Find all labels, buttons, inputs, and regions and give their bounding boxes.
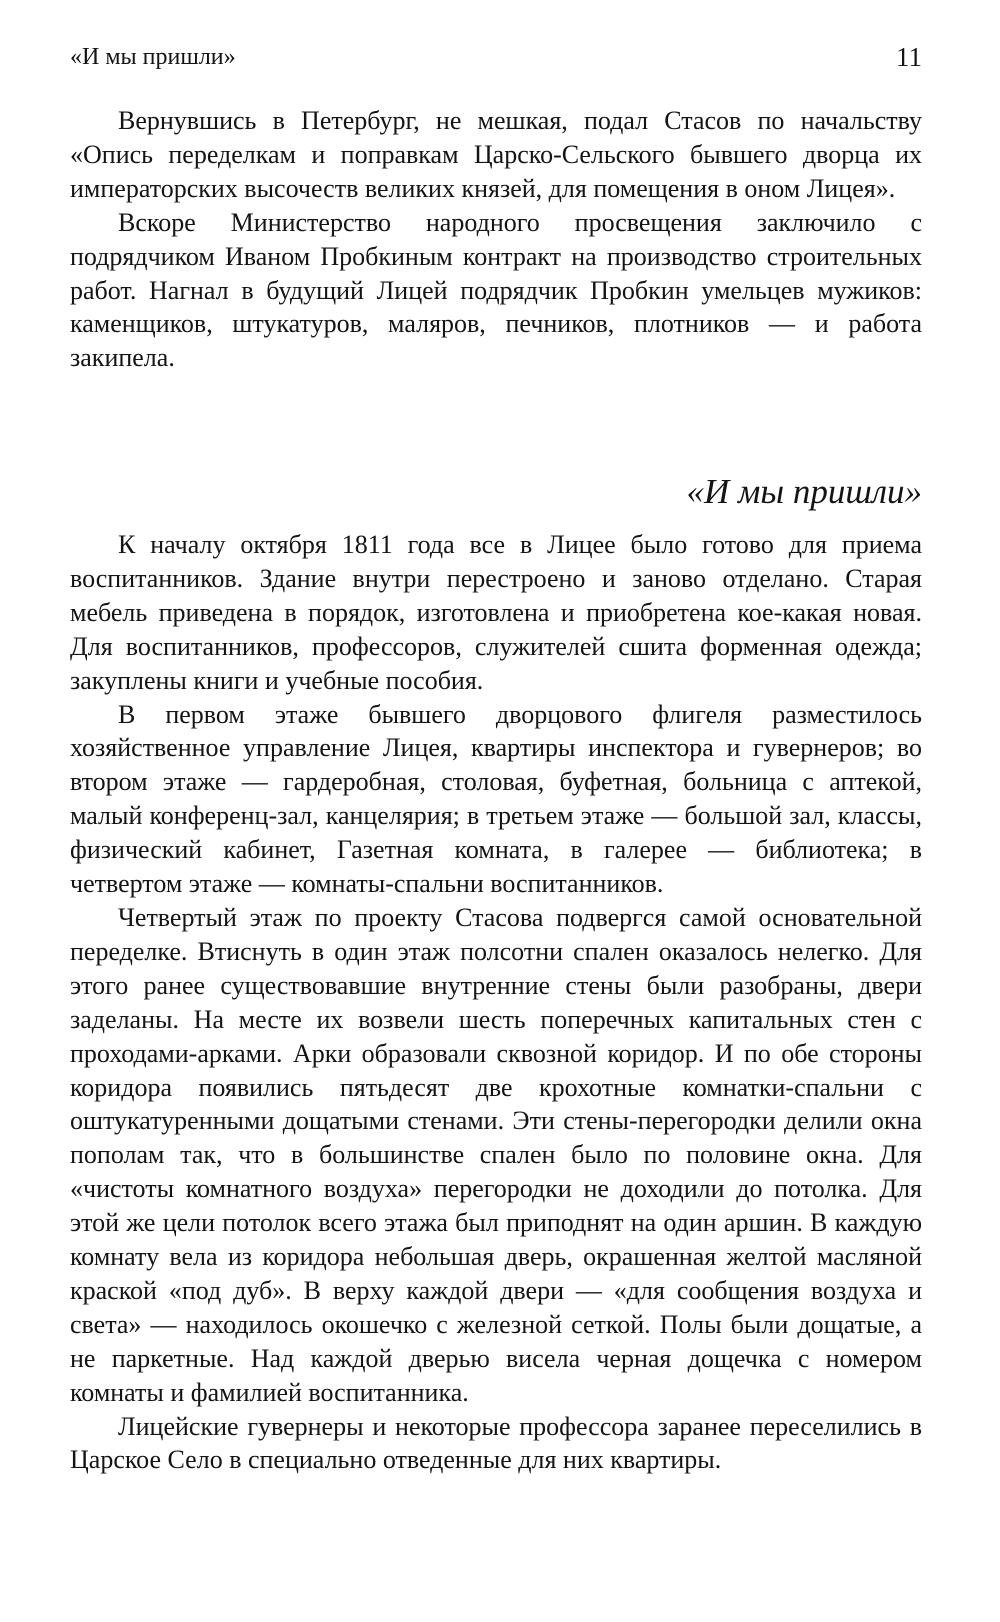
paragraph: К началу октября 1811 года все в Лицее было готово для приема воспитанников. Здание внутри перестроено и заново отделано. Старая мебель приведена в порядок, изготовлена и приобретена кое-какая новая. Для воспитанников, профессоров, служителей сшита форменная одежда; закуплены книги и учебные пособия. — [70, 530, 922, 695]
paragraph: Четвертый этаж по проекту Стасова подвергся самой основательной переделке. Втиснуть в один этаж полсотни спален оказалось нелегко. Для этого ранее существовавшие внутренние стены были разобраны, двери заделаны. На месте их возвели шесть поперечных капитальных стен с проходами-арками. Арки образовали сквозной коридор. И по обе стороны коридора появились пятьдесят две крохотные комнатки-спальни с оштукатуренными дощатыми стенами. Эти стены-перегородки делили окна пополам так, что в большинстве спален было по половине окна. Для «чистоты комнатного воздуха» перегородки не доходили до потолка. Для этой же цели потолок всего этажа был приподнят на один аршин. В каждую комнату вела из коридора небольшая дверь, окрашенная желтой масляной краской «под дуб». В верху каждой двери — «для сообщения воздуха и света» — находилось окошечко с железной сеткой. Полы были дощатые, а не паркетные. Над каждой дверью висела черная дощечка с номером комнаты и фамилией воспитанника. — [70, 902, 922, 1407]
section-heading: «И мы пришли» — [686, 472, 922, 511]
paragraph: В первом этаже бывшего дворцового флигеля разместилось хозяйственное управление Лицея, квартиры инспектора и гувернеров; во втором этаже — гардеробная, столовая, буфетная, больница с аптекой, малый конференц-зал, канцелярия; в третьем этаже — большой зал, классы, физический кабинет, Газетная комната, в галерее — библиотека; в четвертом этаже — комнаты-спальни воспитанников. — [70, 699, 922, 899]
paragraph: Лицейские гувернеры и некоторые профессора заранее переселились в Царское Село в специально отведенные для них квартиры. — [70, 1411, 922, 1475]
paragraph: Вернувшись в Петербург, не мешкая, подал Стасов по начальству «Опись переделкам и поправкам Царско-Сельского бывшего дворца их императорских высочеств великих князей, для помещения в оном Лицея». — [70, 106, 922, 203]
section-body — [70, 528, 922, 1477]
previous-section-text — [70, 104, 922, 375]
running-header — [70, 40, 922, 74]
paragraph: Вскоре Министерство народного просвещения заключило с подрядчиком Иваном Пробкиным контракт на производство строительных работ. Нагнал в будущий Лицей подрядчик Пробкин умельцев мужиков: каменщиков, штукатуров, маляров, печников, плотников — и работа закипела. — [70, 207, 922, 373]
page-number: 11 — [896, 42, 922, 72]
running-title: «И мы пришли» — [70, 44, 236, 70]
